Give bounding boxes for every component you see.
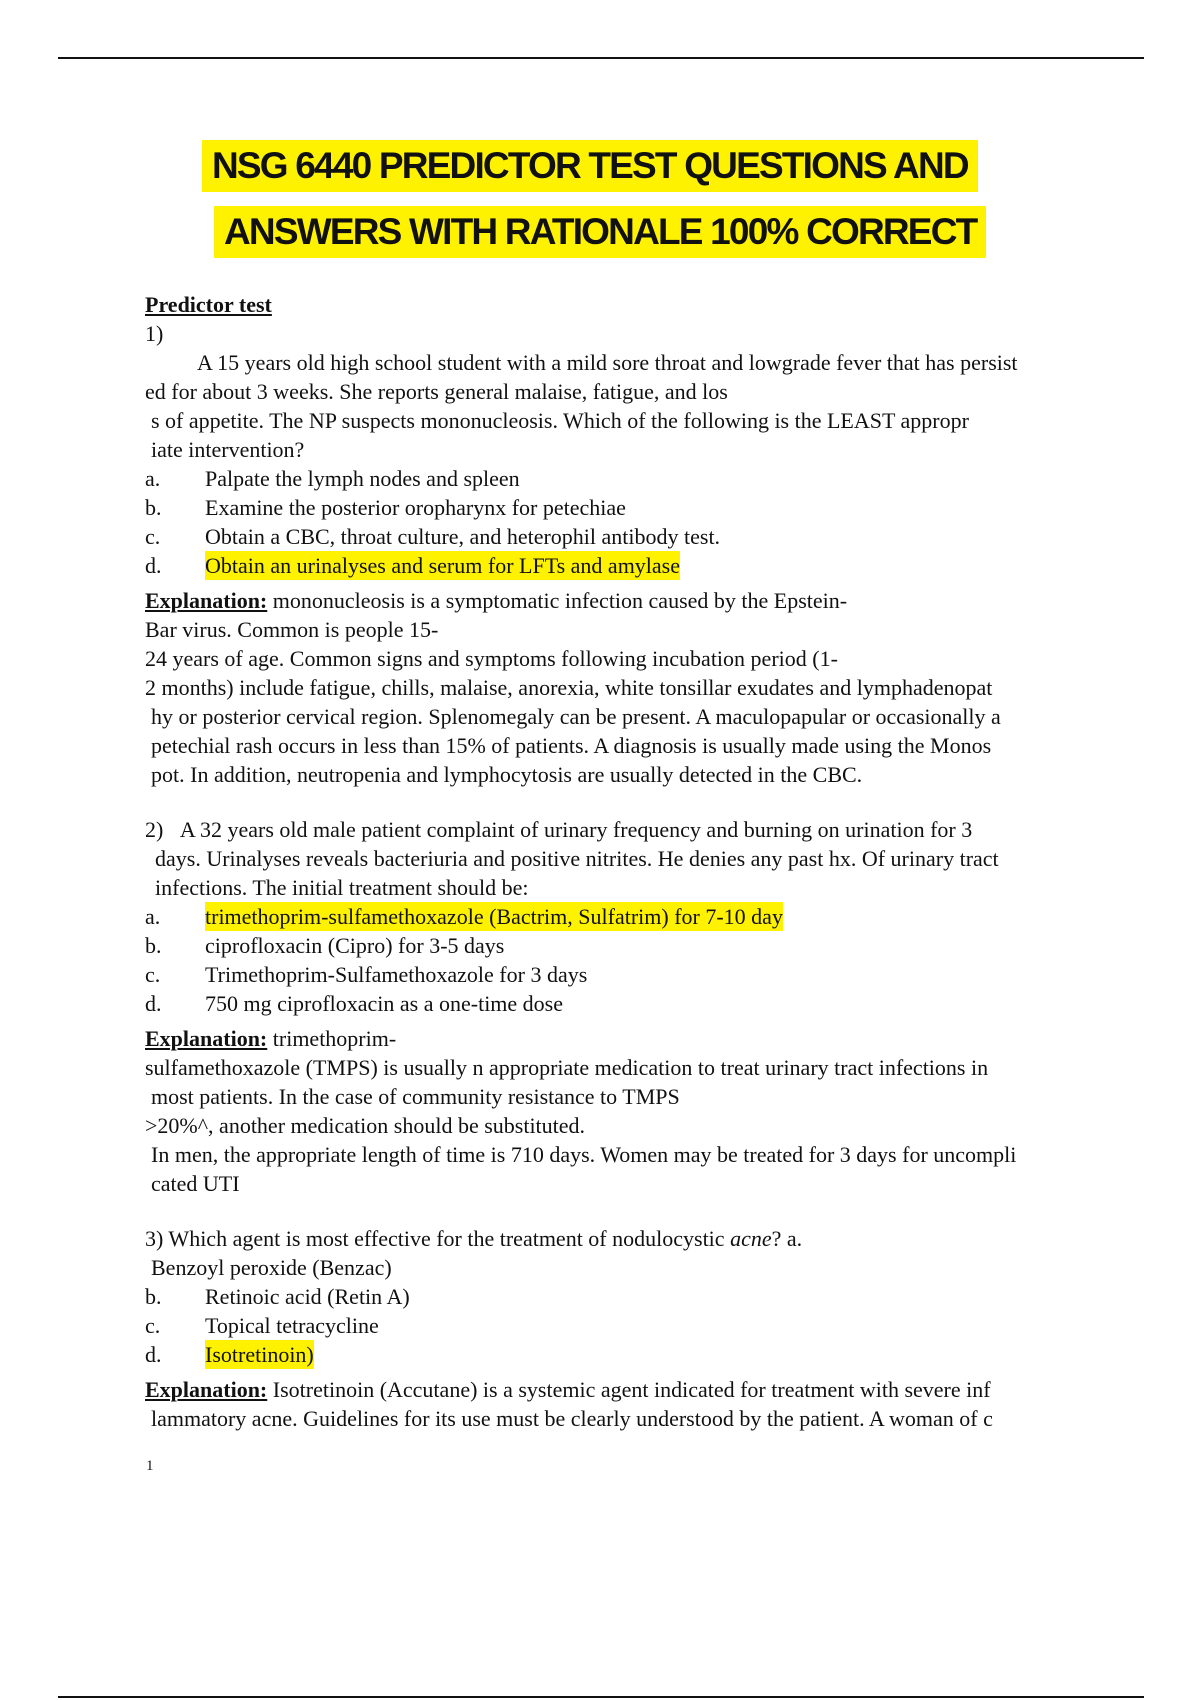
question-stem-line: iate intervention? [151,437,305,462]
explanation-label: Explanation: [145,1026,268,1051]
top-rule [58,57,1144,59]
explanation-line: 2 months) include fatigue, chills, malaise, anorexia, white tonsillar exudates and lymphadenopat [145,675,993,700]
highlighted-answer: trimethoprim-sulfamethoxazole (Bactrim, Sulfatrim) for 7-10 day [205,904,783,929]
option-letter: d. [145,553,162,578]
question-stem-line [145,1224,1105,1253]
option-text: Examine the posterior oropharynx for petechiae [205,495,626,520]
option-letter: c. [145,1313,161,1338]
explanation [145,586,1105,615]
explanation-line: lammatory acne. Guidelines for its use must be clearly understood by the patient. A woman of c [151,1406,993,1431]
explanation-line: 24 years of age. Common signs and symptoms following incubation period (1- [145,646,838,671]
option-a-text: Benzoyl peroxide (Benzac) [151,1255,392,1280]
explanation-text: Isotretinoin (Accutane) is a systemic agent indicated for treatment with severe inf [267,1377,991,1402]
option-letter: a. [145,466,161,491]
option-b [145,1282,1105,1311]
option-letter: c. [145,962,161,987]
option-letter: b. [145,495,162,520]
question-stem-line: infections. The initial treatment should be: [155,875,529,900]
option-letter: b. [145,933,162,958]
question-number: 1) [145,321,164,346]
option-letter: b. [145,1284,162,1309]
section-title: Predictor test [145,292,272,317]
option-text: Obtain a CBC, throat culture, and heterophil antibody test. [205,524,721,549]
question-stem-line: ed for about 3 weeks. She reports general malaise, fatigue, and los [145,379,728,404]
question-stem-line: A 15 years old high school student with a mild sore throat and lowgrade fever that has persist [197,350,1018,375]
option-c [145,960,1105,989]
option-text: Retinoic acid (Retin A) [205,1284,410,1309]
explanation-line: most patients. In the case of community resistance to TMPS [151,1084,680,1109]
explanation [145,1375,1105,1404]
option-b [145,493,1105,522]
option-letter: d. [145,1342,162,1367]
option-a [145,464,1105,493]
option-c [145,1311,1105,1340]
highlighted-answer: Isotretinoin) [205,1342,314,1367]
explanation-line: petechial rash occurs in less than 15% of patients. A diagnosis is usually made using the Monos [151,733,992,758]
explanation-line: hy or posterior cervical region. Splenomegaly can be present. A maculopapular or occasionally a [151,704,1001,729]
question-2 [145,815,1105,1198]
question-stem-text: A 32 years old male patient complaint of urinary frequency and burning on urination for 3 [179,817,973,842]
option-c [145,522,1105,551]
option-letter: d. [145,991,162,1016]
option-text: 750 mg ciprofloxacin as a one-time dose [205,991,564,1016]
explanation-line: sulfamethoxazole (TMPS) is usually n appropriate medication to treat urinary tract infections in [145,1055,989,1080]
option-text: Trimethoprim-Sulfamethoxazole for 3 days [205,962,588,987]
document-title [0,140,1200,258]
explanation-line: pot. In addition, neutropenia and lymphocytosis are usually detected in the CBC. [151,762,863,787]
title-line-1: NSG 6440 PREDICTOR TEST QUESTIONS AND [202,140,978,192]
explanation-label: Explanation: [145,1377,268,1402]
question-stem-line: days. Urinalyses reveals bacteriuria and positive nitrites. He denies any past hx. Of urinary tract [155,846,999,871]
explanation-line: cated UTI [151,1171,240,1196]
option-letter: a. [145,904,161,929]
question-1 [145,319,1105,789]
explanation-line: In men, the appropriate length of time is 710 days. Women may be treated for 3 days for uncompli [151,1142,1017,1167]
option-letter: c. [145,524,161,549]
document-body [145,290,1105,1433]
explanation-text: trimethoprim- [267,1026,397,1051]
question-3 [145,1224,1105,1433]
option-b [145,931,1105,960]
question-stem-italic: acne [730,1226,772,1251]
bottom-rule [58,1696,1144,1698]
question-stem-line [145,815,1105,844]
option-text: Topical tetracycline [205,1313,379,1338]
option-text: ciprofloxacin (Cipro) for 3-5 days [205,933,505,958]
title-line-2: ANSWERS WITH RATIONALE 100% CORRECT [214,206,986,258]
question-number: 2) [145,817,164,842]
highlighted-answer: Obtain an urinalyses and serum for LFTs and amylase [205,553,681,578]
option-d-correct [145,551,1105,580]
question-stem-line: s of appetite. The NP suspects mononucleosis. Which of the following is the LEAST appropr [151,408,969,433]
explanation [145,1024,1105,1053]
explanation-line: >20%^, another medication should be substituted. [145,1113,586,1138]
option-a-correct [145,902,1105,931]
explanation-line: Bar virus. Common is people 15- [145,617,439,642]
explanation-label: Explanation: [145,588,268,613]
option-text: Palpate the lymph nodes and spleen [205,466,520,491]
option-d [145,989,1105,1018]
question-stem-text: 3) Which agent is most effective for the treatment of nodulocystic [145,1226,731,1251]
page-number: 1 [146,1458,154,1474]
question-stem-text: ? a. [771,1226,803,1251]
option-d-correct [145,1340,1105,1369]
explanation-text: mononucleosis is a symptomatic infection caused by the Epstein- [267,588,848,613]
